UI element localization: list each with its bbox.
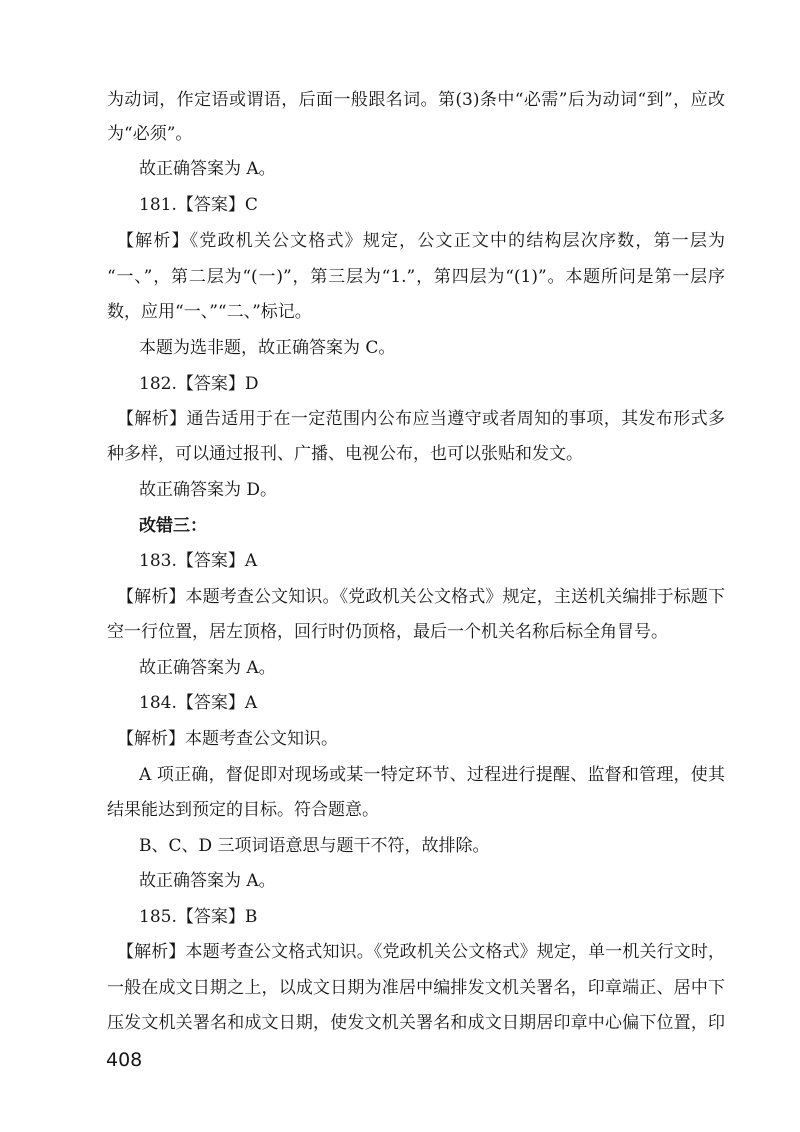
text-line: 故正确答案为 A。 xyxy=(139,159,276,179)
answer-heading: 181.【答案】C xyxy=(139,195,258,215)
text-line: B、C、D 三项词语意思与题干不符，故排除。 xyxy=(139,836,490,856)
text-line: 【解析】通告适用于在一定范围内公布应当遵守或者周知的事项，其发布形式多 xyxy=(117,409,725,429)
text-line: 故正确答案为 A。 xyxy=(139,658,276,678)
text-line: 压发文机关署名和成文日期，使发文机关署名和成文日期居印章中心偏下位置，印 xyxy=(107,1013,725,1033)
text-line: 为“必须”。 xyxy=(107,124,193,144)
text-line: 本题为选非题，故正确答案为 C。 xyxy=(139,338,396,358)
text-line: 数，应用“一、”“二、”标记。 xyxy=(107,302,312,322)
page-number: 408 xyxy=(106,1049,143,1071)
answer-heading: 182.【答案】D xyxy=(139,374,259,394)
text-line: 结果能达到预定的目标。符合题意。 xyxy=(107,800,379,820)
text-line: 故正确答案为 A。 xyxy=(139,871,276,891)
answer-heading: 183.【答案】A xyxy=(139,551,258,571)
section-heading: 改错三： xyxy=(139,516,207,536)
answer-heading: 184.【答案】A xyxy=(139,693,258,713)
text-line: 一般在成文日期之上，以成文日期为准居中编排发文机关署名，印章端正、居中下 xyxy=(107,978,725,998)
text-line: 【解析】本题考查公文知识。 xyxy=(117,729,338,749)
text-line: 空一行位置，居左顶格，回行时仍顶格，最后一个机关名称后标全角冒号。 xyxy=(107,622,668,642)
text-line: 【解析】《党政机关公文格式》规定，公文正文中的结构层次序数，第一层为 xyxy=(117,231,725,251)
text-line: A 项正确，督促即对现场或某一特定环节、过程进行提醒、监督和管理，使其 xyxy=(139,765,725,785)
text-line: “一、”，第二层为“(一)”，第三层为“1.”，第四层为“(1)”。本题所问是第一层序 xyxy=(107,267,725,287)
text-line: 【解析】本题考查公文格式知识。《党政机关公文格式》规定，单一机关行文时， xyxy=(117,942,725,962)
text-line: 种多样，可以通过报刊、广播、电视公布，也可以张贴和发文。 xyxy=(107,444,583,464)
text-line: 为动词，作定语或谓语，后面一般跟名词。第(3)条中“必需”后为动词“到”，应改 xyxy=(107,90,725,110)
text-line: 【解析】本题考查公文知识。《党政机关公文格式》规定，主送机关编排于标题下 xyxy=(117,587,725,607)
text-line: 故正确答案为 D。 xyxy=(139,480,278,500)
answer-heading: 185.【答案】B xyxy=(139,907,258,927)
